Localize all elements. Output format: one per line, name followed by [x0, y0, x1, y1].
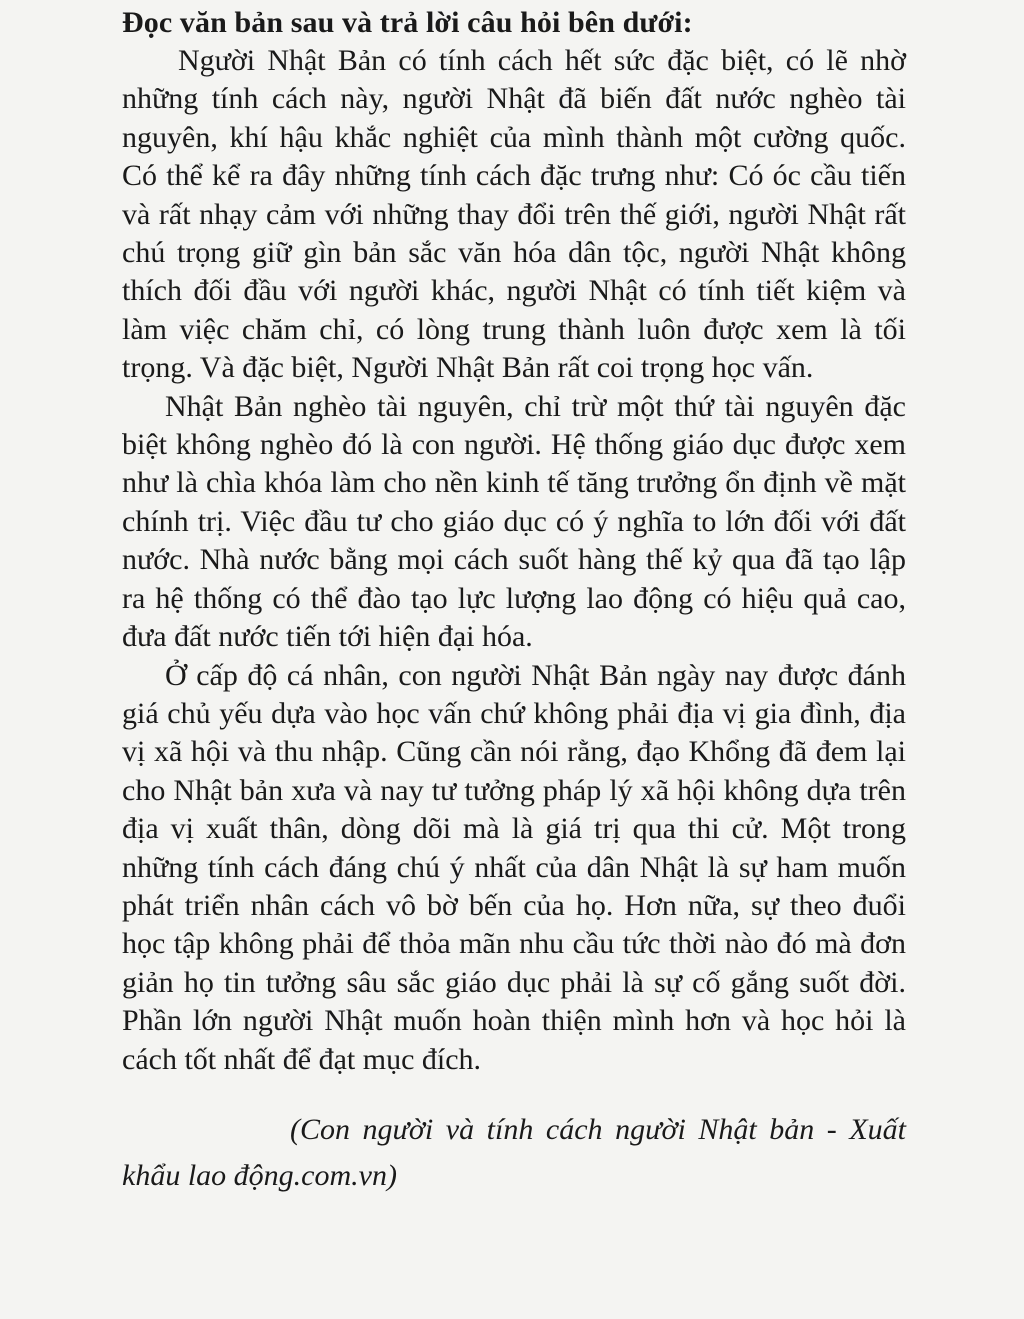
paragraph-japanese-character: Người Nhật Bản có tính cách hết sức đặc biệt, có lẽ nhờ những tính cách này, người Nhật đã biến đất nước nghèo tài nguyên, khí hậu khắc nghiệt của mình thành một cường quốc. Có thể kể ra đây những tính cách đặc trưng như: Có óc cầu tiến và rất nhạy cảm với những thay đổi trên thế giới, người Nhật rất chú trọng giữ gìn bản sắc văn hóa dân tộc, người Nhật không thích đối đầu với người khác, người Nhật có tính tiết kiệm và làm việc chăm chỉ, có lòng trung thành luôn được xem là tối trọng. Và đặc biệt, Người Nhật Bản rất coi trọng học vấn. — [122, 44, 906, 385]
paragraph-education-system: Nhật Bản nghèo tài nguyên, chỉ trừ một thứ tài nguyên đặc biệt không nghèo đó là con người. Hệ thống giáo dục được xem như là chìa khóa làm cho nền kinh tế tăng trưởng ổn định về mặt chính trị. Việc đầu tư cho giáo dục có ý nghĩa to lớn đối với đất nước. Nhà nước bằng mọi cách suốt hàng thế kỷ qua đã tạo lập ra hệ thống có thể đào tạo lực lượng lao động có hiệu quả cao, đưa đất nước tiến tới hiện đại hóa. — [122, 389, 906, 654]
paragraph-individual-learning: Ở cấp độ cá nhân, con người Nhật Bản ngày nay được đánh giá chủ yếu dựa vào học vấn chứ không phải địa vị gia đình, địa vị xã hội và thu nhập. Cũng cần nói rằng, đạo Khổng đã đem lại cho Nhật bản xưa và nay tư tưởng pháp lý xã hội không dựa trên địa vị xuất thân, dòng dõi mà là giá trị qua thi cử. Một trong những tính cách đáng chú ý nhất của dân Nhật là sự ham muốn phát triển nhân cách vô bờ bến của họ. Hơn nữa, sự theo đuổi học tập không phải để thỏa mãn nhu cầu tức thời nào đó mà đơn giản họ tin tưởng sâu sắc giáo dục phải là sự cố gắng suốt đời. Phần lớn người Nhật muốn hoàn thiện mình hơn và học hỏi là cách tốt nhất để đạt mục đích. — [122, 658, 906, 1076]
source-citation: (Con người và tính cách người Nhật bản - Xuất khẩu lao động.com.vn) — [122, 1112, 906, 1192]
question-heading: Đọc văn bản sau và trả lời câu hỏi bên dưới: — [122, 6, 693, 39]
